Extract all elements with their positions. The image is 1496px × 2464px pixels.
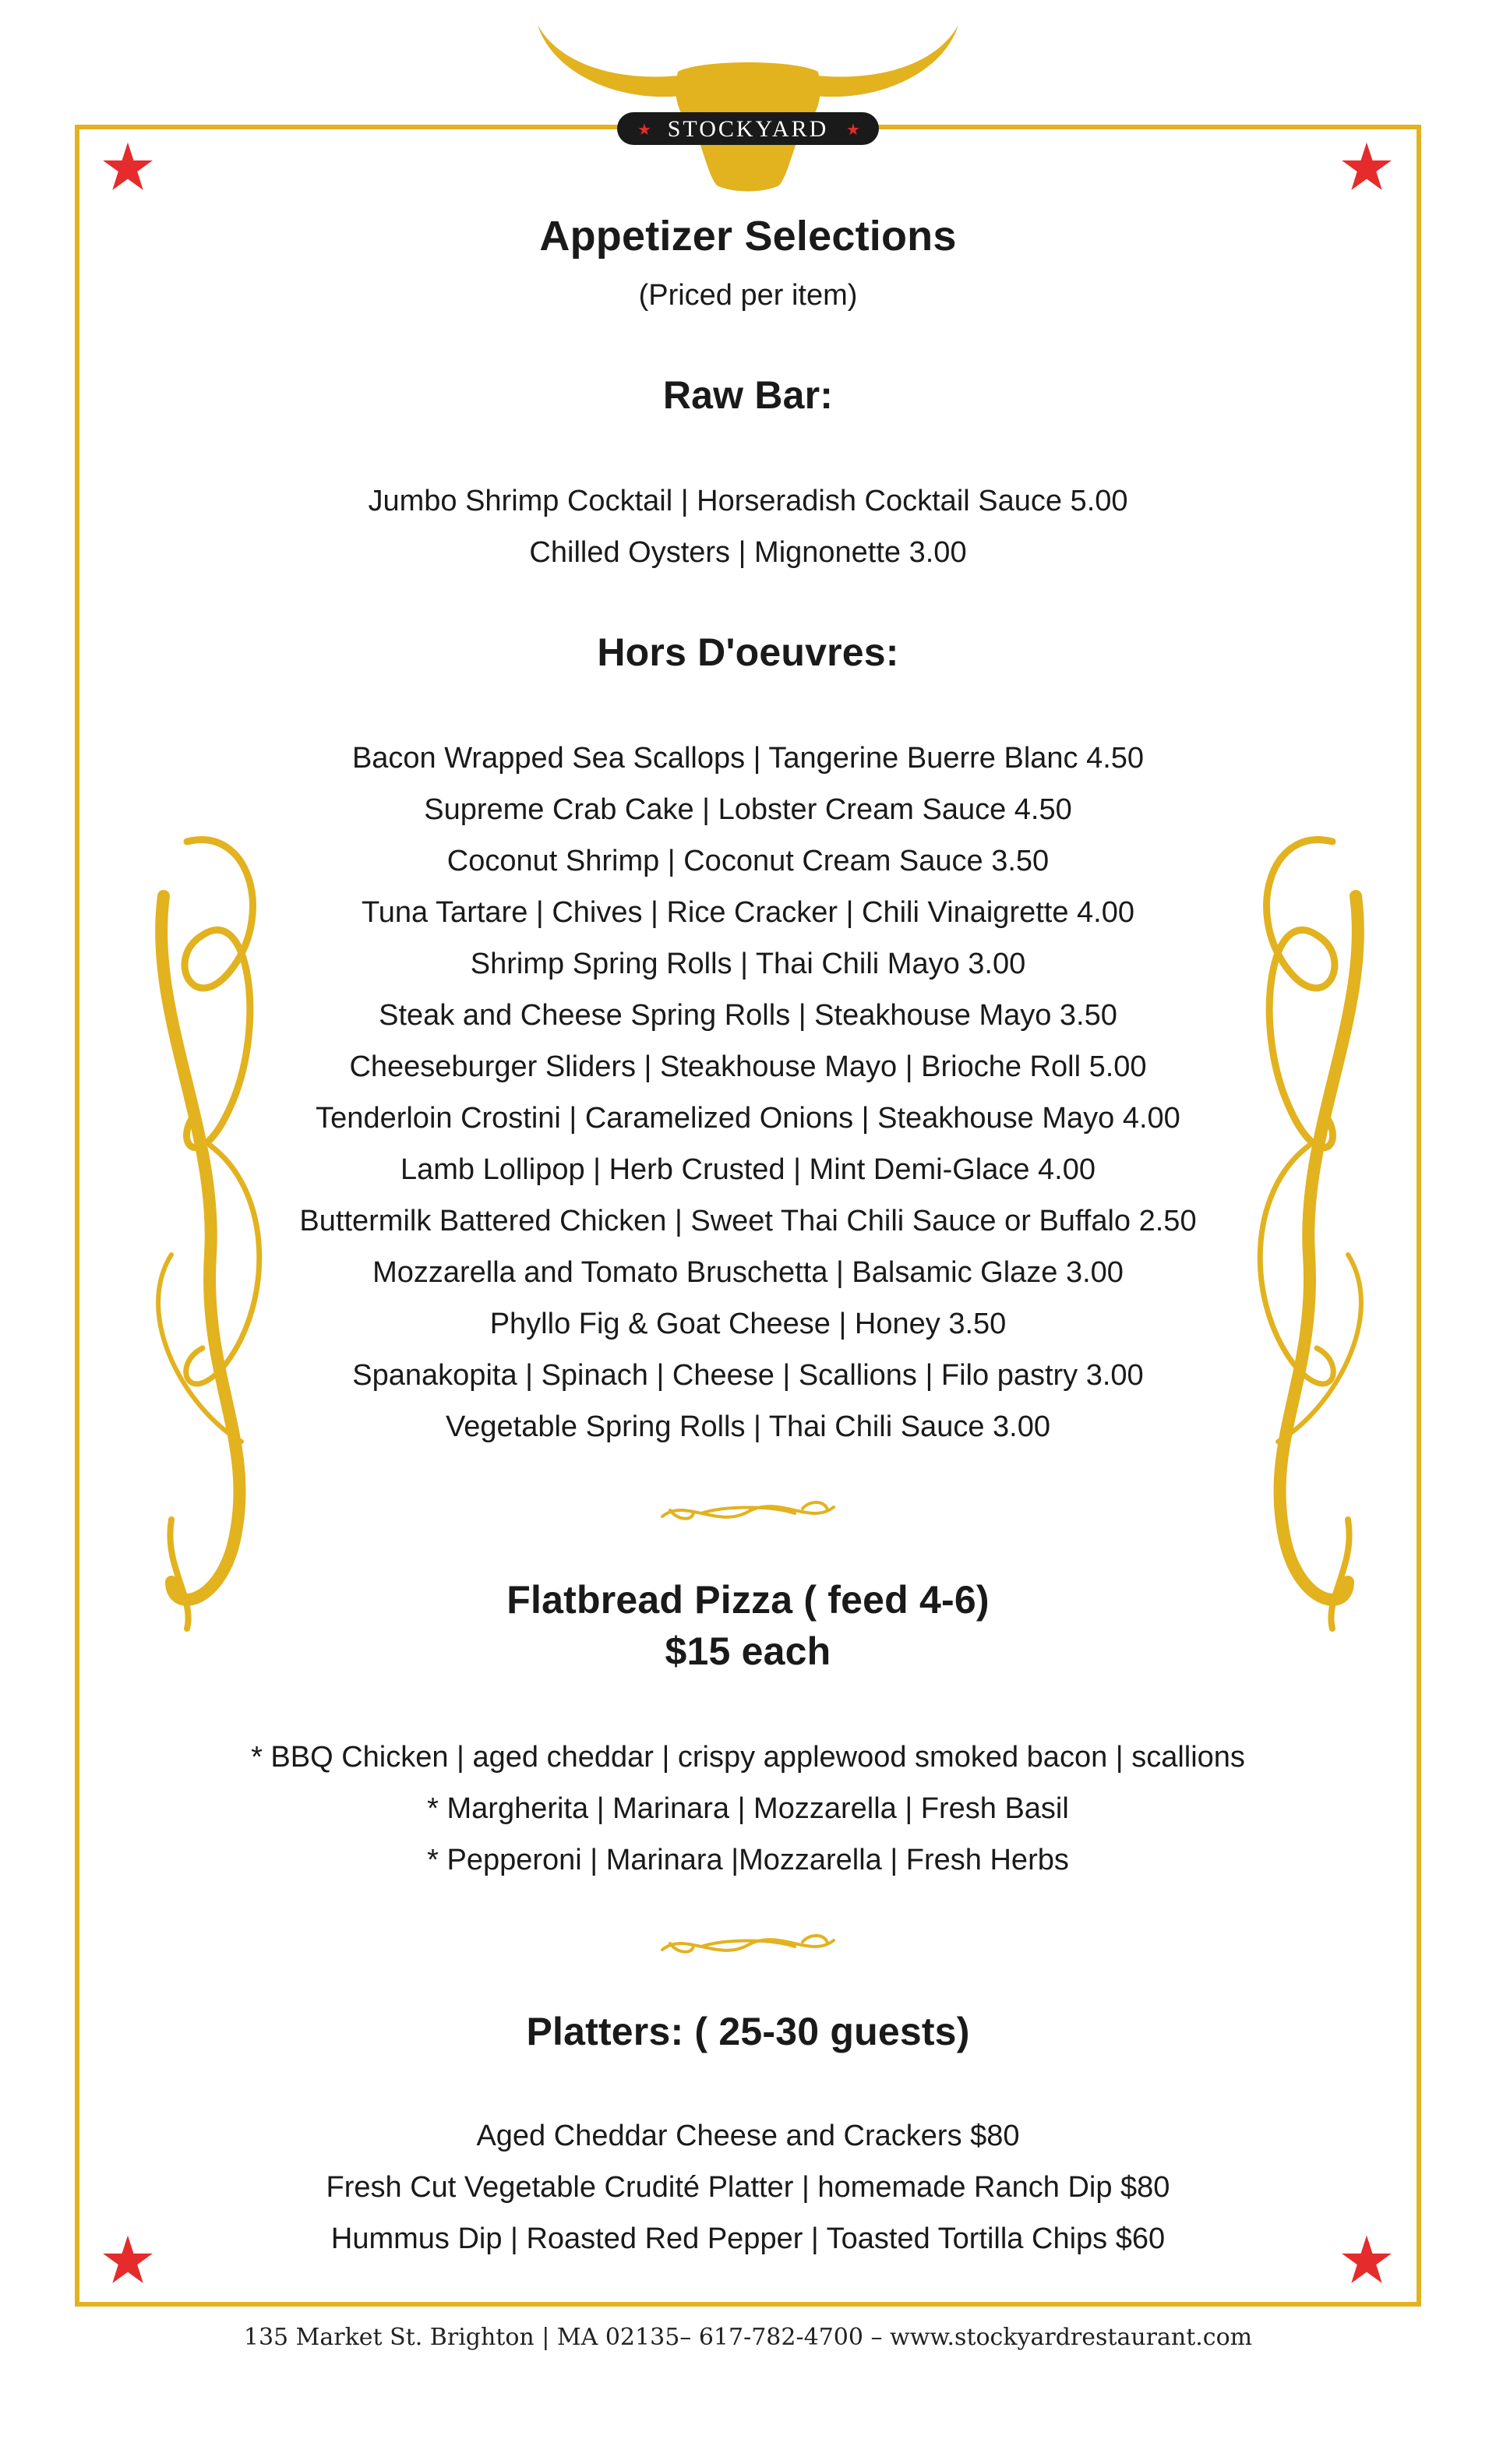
footer-contact: 135 Market St. Brighton | MA 02135– 617-782-4700 – www.stockyardrestaurant.com	[243, 2324, 1253, 2351]
list-item: Jumbo Shrimp Cocktail | Horseradish Cocktail Sauce 5.00	[368, 485, 1128, 517]
list-item: Fresh Cut Vegetable Crudité Platter | homemade Ranch Dip $80	[326, 2171, 1170, 2204]
list-item: Spanakopita | Spinach | Cheese | Scallions | Filo pastry 3.00	[352, 1359, 1144, 1392]
logo-wordmark: STOCKYARD	[667, 116, 829, 142]
flatbread-price: $15 each	[665, 1629, 831, 1673]
list-item: Cheeseburger Sliders | Steakhouse Mayo | Brioche Roll 5.00	[349, 1050, 1147, 1083]
svg-text:★: ★	[637, 120, 651, 139]
list-item: Buttermilk Battered Chicken | Sweet Thai Chili Sauce or Buffalo 2.50	[299, 1205, 1197, 1237]
list-item: Aged Cheddar Cheese and Crackers $80	[476, 2120, 1020, 2152]
list-item: Steak and Cheese Spring Rolls | Steakhouse Mayo 3.50	[379, 999, 1117, 1032]
svg-text:★: ★	[846, 120, 860, 139]
list-item: Hummus Dip | Roasted Red Pepper | Toasted Tortilla Chips $60	[330, 2222, 1166, 2255]
flatbread-list	[117, 1732, 1379, 1886]
list-item: Tuna Tartare | Chives | Rice Cracker | Chili Vinaigrette 4.00	[361, 896, 1134, 929]
list-item: Coconut Shrimp | Coconut Cream Sauce 3.50	[446, 845, 1050, 877]
flatbread-heading: Flatbread Pizza ( feed 4-6)	[506, 1578, 990, 1622]
list-item: Shrimp Spring Rolls | Thai Chili Mayo 3.00	[470, 948, 1026, 980]
list-item: Tenderloin Crostini | Caramelized Onions | Steakhouse Mayo 4.00	[316, 1102, 1180, 1135]
list-item: * Pepperoni | Marinara |Mozzarella | Fresh Herbs	[427, 1844, 1069, 1876]
platters-heading: Platters: ( 25-30 guests)	[526, 2010, 970, 2053]
list-item: Bacon Wrapped Sea Scallops | Tangerine Buerre Blanc 4.50	[351, 742, 1145, 775]
list-item: * BBQ Chicken | aged cheddar | crispy applewood smoked bacon | scallions	[251, 1741, 1245, 1774]
list-item: Mozzarella and Tomato Bruschetta | Balsamic Glaze 3.00	[372, 1256, 1124, 1289]
page-subtitle: (Priced per item)	[638, 279, 858, 312]
list-item: Chilled Oysters | Mignonette 3.00	[529, 536, 967, 569]
raw-bar-list	[117, 475, 1379, 578]
hors-list	[117, 732, 1379, 1453]
menu-content	[117, 0, 1379, 2464]
list-item: * Margherita | Marinara | Mozzarella | Fresh Basil	[427, 1792, 1069, 1825]
list-item: Lamb Lollipop | Herb Crusted | Mint Demi-Glace 4.00	[400, 1153, 1096, 1186]
list-item: Phyllo Fig & Goat Cheese | Honey 3.50	[489, 1308, 1007, 1340]
page-title: Appetizer Selections	[539, 213, 957, 259]
list-item: Supreme Crab Cake | Lobster Cream Sauce 4.50	[424, 793, 1072, 826]
platters-list	[117, 2110, 1379, 2265]
hors-heading: Hors D'oeuvres:	[597, 630, 899, 674]
raw-bar-heading: Raw Bar:	[662, 373, 834, 417]
list-item: Vegetable Spring Rolls | Thai Chili Sauce 3.00	[446, 1410, 1050, 1443]
